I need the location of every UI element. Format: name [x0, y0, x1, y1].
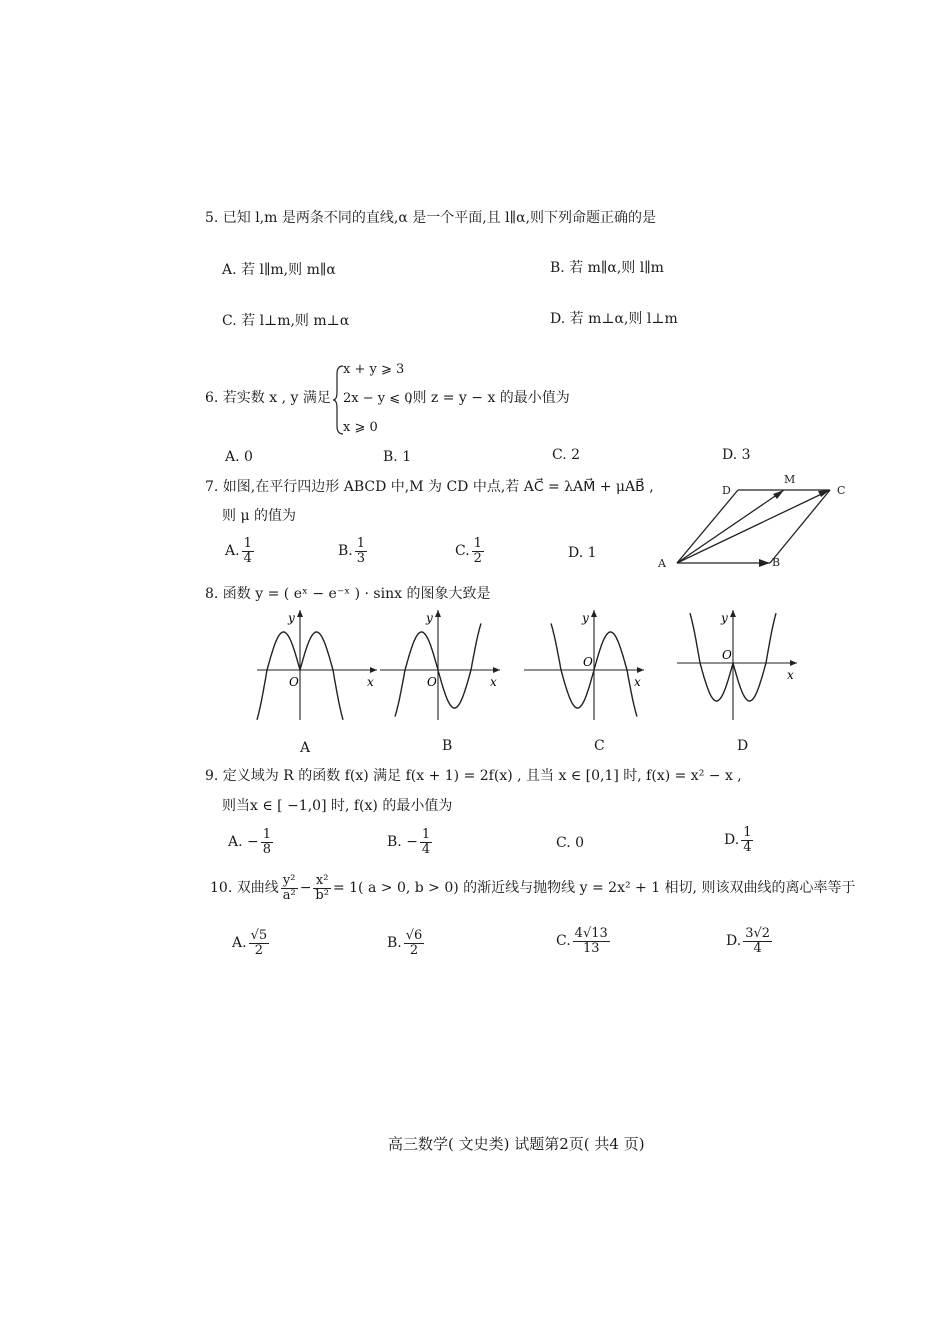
q10-stem-pre: 10. 双曲线: [210, 880, 279, 897]
origin-label: O: [289, 675, 299, 689]
q9-option-d: [724, 826, 755, 854]
q9-option-d-fraction: [741, 826, 753, 854]
fraction-denominator: b²: [315, 887, 329, 903]
label-m: M: [784, 473, 796, 486]
label-c: C: [837, 484, 846, 497]
page-footer: 高三数学( 文史类) 试题第2页( 共4 页): [388, 1135, 645, 1153]
q8-graph-label-a: A: [300, 740, 311, 756]
segment-bc: [770, 490, 830, 563]
q10-option-a-label: A.: [232, 935, 247, 952]
segment-ad: [677, 490, 738, 563]
arrowhead-ab: [759, 559, 770, 567]
graph-option-a: [255, 608, 390, 723]
vector-ac: [677, 490, 830, 563]
q6-constraint-2: 2x − y ⩽ 0: [343, 391, 413, 406]
fraction-numerator: y²: [281, 874, 298, 889]
q6-constraint-3: x ⩾ 0: [343, 420, 378, 435]
fraction-denominator: 4: [243, 550, 252, 566]
q7-stem-2: 则 μ 的值为: [222, 508, 296, 524]
q6-option-d: D. 3: [722, 447, 751, 463]
q6-option-a: A. 0: [225, 449, 253, 465]
q9-option-c: C. 0: [556, 835, 585, 851]
fraction-denominator: 4: [753, 940, 762, 956]
q10-minus: −: [299, 880, 312, 897]
fraction-numerator: 1: [421, 827, 431, 842]
q10-option-a: [232, 929, 271, 957]
fraction-denominator: 2: [409, 942, 419, 958]
graph-option-b: [378, 608, 513, 723]
fraction-numerator: x²: [313, 874, 331, 889]
y-axis-label: y: [426, 611, 433, 625]
q10-option-b-label: B.: [387, 935, 402, 952]
q10-option-a-fraction: [249, 929, 270, 957]
fraction-denominator: 4: [743, 839, 752, 855]
q10-stem: [210, 874, 855, 902]
q5-option-b: B. 若 m∥α,则 l∥m: [550, 260, 664, 276]
q8-graph-label-c: C: [594, 738, 605, 754]
label-a: A: [658, 557, 666, 570]
x-axis-label: x: [367, 675, 374, 689]
fraction-denominator: 8: [262, 841, 272, 857]
fraction-numerator: √5: [250, 928, 268, 943]
fraction-denominator: 2: [473, 550, 482, 566]
fraction-denominator: 3: [356, 550, 366, 566]
q6-option-c: C. 2: [552, 447, 581, 463]
fraction-numerator: 3√2: [745, 926, 771, 941]
fraction-denominator: a²: [282, 887, 296, 903]
q10-option-c: [556, 927, 612, 955]
q7-option-c-fraction: [472, 537, 484, 565]
q10-option-c-label: C.: [556, 933, 571, 950]
x-axis-label: x: [634, 675, 641, 689]
q6-stem-pre: 6. 若实数 x , y 满足: [205, 390, 331, 406]
fraction-numerator: 1: [243, 536, 252, 551]
y-axis-label: y: [582, 611, 589, 625]
y-axis-arrow: [435, 610, 441, 617]
q9-option-a-fraction: [261, 828, 273, 856]
q10-stem-post: = 1( a > 0, b > 0) 的渐近线与抛物线 y = 2x² + 1 相切, 则该双曲线的离心率等于: [332, 880, 856, 897]
fraction-numerator: 1: [262, 827, 272, 842]
q7-option-a: [225, 537, 256, 565]
q7-option-c-label: C.: [455, 543, 470, 560]
q9-stem-2: 则当x ∈ [ −1,0] 时, f(x) 的最小值为: [222, 798, 453, 814]
arrowhead-am: [773, 490, 784, 499]
x-axis-arrow: [790, 660, 797, 666]
x-axis-arrow: [493, 667, 500, 673]
q9-option-a-label: A. −: [228, 834, 259, 851]
fraction-numerator: √6: [405, 928, 423, 943]
q10-option-c-fraction: [573, 927, 610, 955]
q7-option-a-label: A.: [225, 543, 240, 560]
q8-stem: 8. 函数 y = ( eˣ − e⁻ˣ ) · sinx 的图象大致是: [205, 586, 491, 602]
q7-stem: 7. 如图,在平行四边形 ABCD 中,M 为 CD 中点,若 AC⃗ = λAM⃗ + μAB⃗ ,: [205, 479, 654, 495]
q5-option-a: A. 若 l∥m,则 m∥α: [222, 262, 336, 278]
x-axis-arrow: [370, 667, 377, 673]
graph-option-d: [675, 608, 810, 723]
q10-option-d-fraction: [743, 927, 772, 955]
q6-stem-post: ,则 z = y − x 的最小值为: [408, 390, 570, 406]
q5-option-c: C. 若 l⊥m,则 m⊥α: [222, 313, 350, 329]
q10-option-b-fraction: [404, 929, 425, 957]
fraction-numerator: 1: [356, 536, 366, 551]
origin-label: O: [583, 655, 593, 669]
q6-option-b: B. 1: [383, 449, 412, 465]
x-axis-label: x: [787, 668, 794, 682]
q9-option-a: [228, 828, 275, 856]
arrowhead-ac: [818, 490, 830, 497]
y-axis-arrow: [297, 610, 303, 617]
q10-option-d-label: D.: [726, 933, 742, 950]
vector-am: [677, 490, 784, 563]
fraction-denominator: 4: [421, 841, 431, 857]
q5-option-d: D. 若 m⊥α,则 l⊥m: [550, 311, 678, 327]
graph-option-c: [522, 608, 657, 723]
y-axis-arrow: [730, 610, 736, 617]
q10-fraction-y: [281, 874, 298, 902]
y-axis-label: y: [721, 611, 728, 625]
q7-option-d: D. 1: [568, 545, 597, 561]
q5-stem: 5. 已知 l,m 是两条不同的直线,α 是一个平面,且 l∥α,则下列命题正确的是: [205, 210, 657, 226]
q7-option-b-label: B.: [338, 543, 353, 560]
fraction-numerator: 1: [743, 825, 752, 840]
origin-label: O: [427, 675, 437, 689]
q7-option-c: [455, 537, 486, 565]
q9-option-b: [387, 828, 434, 856]
fraction-denominator: 13: [582, 940, 600, 956]
q9-option-d-label: D.: [724, 832, 740, 849]
fraction-denominator: 2: [254, 942, 263, 958]
q6-constraint-1: x + y ⩾ 3: [343, 362, 405, 377]
y-axis-label: y: [288, 611, 295, 625]
q10-option-d: [726, 927, 774, 955]
parallelogram-figure: [650, 470, 850, 575]
fraction-numerator: 4√13: [574, 926, 608, 941]
x-axis-arrow: [637, 667, 644, 673]
origin-label: O: [722, 648, 732, 662]
q8-graph-label-d: D: [737, 738, 749, 754]
q7-option-b-fraction: [355, 537, 367, 565]
fraction-numerator: 1: [473, 536, 482, 551]
x-axis-label: x: [490, 675, 497, 689]
label-b: B: [772, 556, 781, 569]
label-d: D: [722, 484, 731, 497]
q10-fraction-x: [313, 874, 331, 902]
q9-option-b-fraction: [420, 828, 432, 856]
q10-option-b: [387, 929, 426, 957]
q8-graph-label-b: B: [442, 738, 453, 754]
q9-option-b-label: B. −: [387, 834, 418, 851]
q7-option-a-fraction: [242, 537, 254, 565]
q7-option-b: [338, 537, 369, 565]
y-axis-arrow: [591, 610, 597, 617]
q9-stem: 9. 定义域为 R 的函数 f(x) 满足 f(x + 1) = 2f(x) , 且当 x ∈ [0,1] 时, f(x) = x² − x ,: [205, 768, 742, 784]
